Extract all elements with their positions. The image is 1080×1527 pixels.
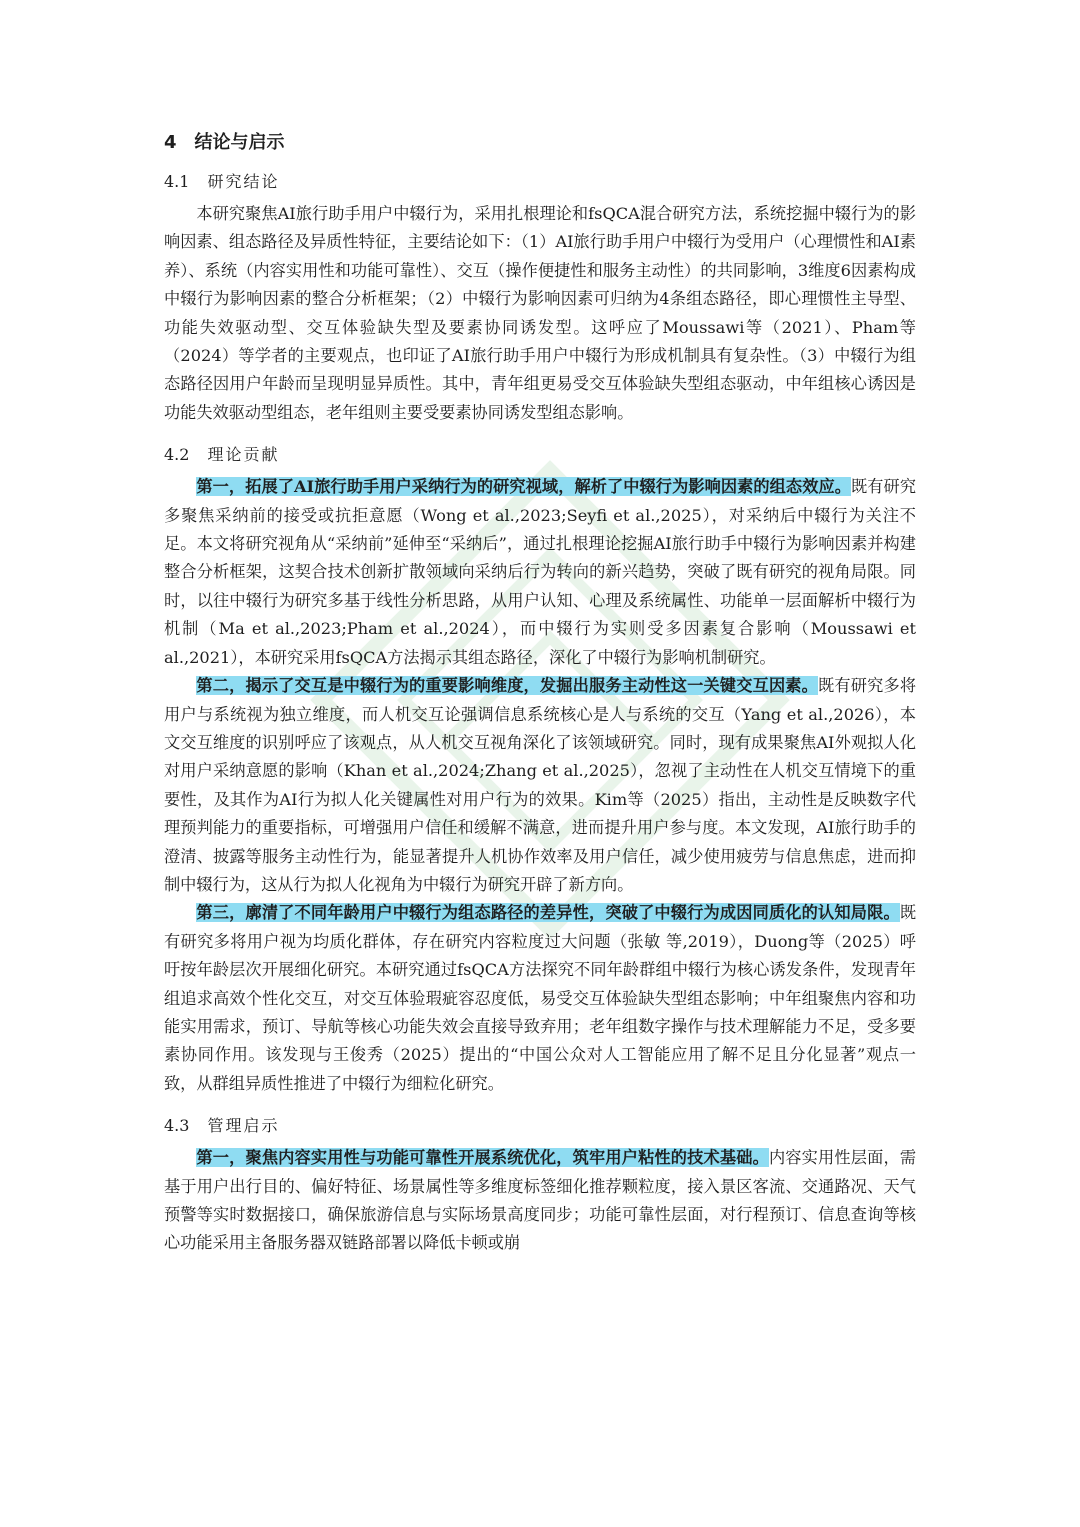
paragraph-contribution-1: [164, 473, 916, 672]
subsection-number: 4.1: [164, 172, 190, 191]
subsection-heading-4-3: [164, 1112, 916, 1140]
subsection-title: 理论贡献: [207, 445, 280, 465]
highlighted-sentence: 第一，拓展了AI旅行助手用户采纳行为的研究视域，解析了中辍行为影响因素的组态效应。: [196, 477, 852, 497]
subsection-number: 4.3: [164, 1116, 190, 1136]
subsection-number: 4.2: [164, 445, 190, 465]
subsection-title: 管理启示: [207, 1116, 280, 1136]
highlighted-sentence: 第一，聚焦内容实用性与功能可靠性开展系统优化，筑牢用户粘性的技术基础。: [196, 1148, 769, 1168]
paragraph-text: 内容实用性层面，需基于用户出行目的、偏好特征、场景属性等多维度标签细化推荐颗粒度，接入景区客流、交通路况、天气预警等实时数据接口，确保旅游信息与实际场景高度同步；功能可靠性层面，对行程预订、信息查询等核心功能采用主备服务器双链路部署以降低卡顿或崩: [164, 1148, 917, 1253]
section-title: 结论与启示: [194, 132, 285, 153]
paragraph-text: 既有研究多聚焦采纳前的接受或抗拒意愿（Wong et al.,2023;Seyfi et al.,2025），对采纳后中辍行为关注不足。本文将研究视角从“采纳前”延伸至“采纳后”，通过扎根理论挖掘AI旅行助手中辍行为影响因素并构建整合分析框架，这契合技术创新扩散领域向采纳后行为转向的新兴趋势，突破了既有研究的视角局限。同时，以往中辍行为研究多基于线性分析思路，从用户认知、心理及系统属性、功能单一层面解析中辍行为机制（Ma et al.,2023;Pham et al.,2024），而中辍行为实则受多因素复合影响（Moussawi et al.,2021），本研究采用fsQCA方法揭示其组态路径，深化了中辍行为影响机制研究。: [164, 477, 917, 667]
document-body: [164, 128, 916, 1258]
highlighted-sentence: 第三，廓清了不同年龄用户中辍行为组态路径的差异性，突破了中辍行为成因同质化的认知局限。: [196, 903, 900, 923]
highlighted-sentence: 第二，揭示了交互是中辍行为的重要影响维度，发掘出服务主动性这一关键交互因素。: [196, 676, 819, 696]
paragraph-contribution-3: [164, 899, 916, 1098]
paragraph-conclusions: 本研究聚焦AI旅行助手用户中辍行为，采用扎根理论和fsQCA混合研究方法，系统挖掘中辍行为的影响因素、组态路径及异质性特征，主要结论如下：（1）AI旅行助手用户中辍行为受用户（心理惯性和AI素养）、系统（内容实用性和功能可靠性）、交互（操作便捷性和服务主动性）的共同影响，3维度6因素构成中辍行为影响因素的整合分析框架；（2）中辍行为影响因素可归纳为4条组态路径，即心理惯性主导型、功能失效驱动型、交互体验缺失型及要素协同诱发型。这呼应了Moussawi等（2021）、Pham等（2024）等学者的主要观点，也印证了AI旅行助手用户中辍行为形成机制具有复杂性。（3）中辍行为组态路径因用户年龄而呈现明显异质性。其中，青年组更易受交互体验缺失型组态驱动，中年组核心诱因是功能失效驱动型组态，老年组则主要受要素协同诱发型组态影响。: [164, 204, 916, 422]
section-heading: [164, 128, 916, 158]
paragraph-text: 既有研究多将用户视为均质化群体，存在研究内容粒度过大问题（张敏 等,2019），Duong等（2025）呼吁按年龄层次开展细化研究。本研究通过fsQCA方法探究不同年龄群组中辍行为核心诱发条件，发现青年组追求高效个性化交互，对交互体验瑕疵容忍度低，易受交互体验缺失型组态影响；中年组聚焦内容和功能实用需求，预订、导航等核心功能失效会直接导致弃用；老年组数字操作与技术理解能力不足，受多要素协同作用。该发现与王俊秀（2025）提出的“中国公众对人工智能应用了解不足且分化显著”观点一致，从群组异质性推进了中辍行为细粒化研究。: [164, 903, 916, 1093]
subsection-heading-4-2: [164, 441, 916, 469]
paragraph-implication-1: [164, 1144, 916, 1258]
subsection-title: 研究结论: [207, 172, 280, 191]
paragraph-contribution-2: [164, 672, 916, 899]
subsection-heading-4-1: [164, 168, 916, 196]
paragraph-text: 既有研究多将用户与系统视为独立维度，而人机交互论强调信息系统核心是人与系统的交互（Yang et al.,2026），本文交互维度的识别呼应了该观点，从人机交互视角深化了该领域研究。同时，现有成果聚焦AI外观拟人化对用户采纳意愿的影响（Khan et al.,2024;Zhang et al.,2025），忽视了主动性在人机交互情境下的重要性，及其作为AI行为拟人化关键属性对用户行为的效果。Kim等（2025）指出，主动性是反映数字代理预判能力的重要指标，可增强用户信任和缓解不满意，进而提升用户参与度。本文发现，AI旅行助手的澄清、披露等服务主动性行为，能显著提升人机协作效率及用户信任，减少使用疲劳与信息焦虑，进而抑制中辍行为，这从行为拟人化视角为中辍行为研究开辟了新方向。: [164, 676, 917, 894]
section-number: 4: [164, 132, 177, 153]
